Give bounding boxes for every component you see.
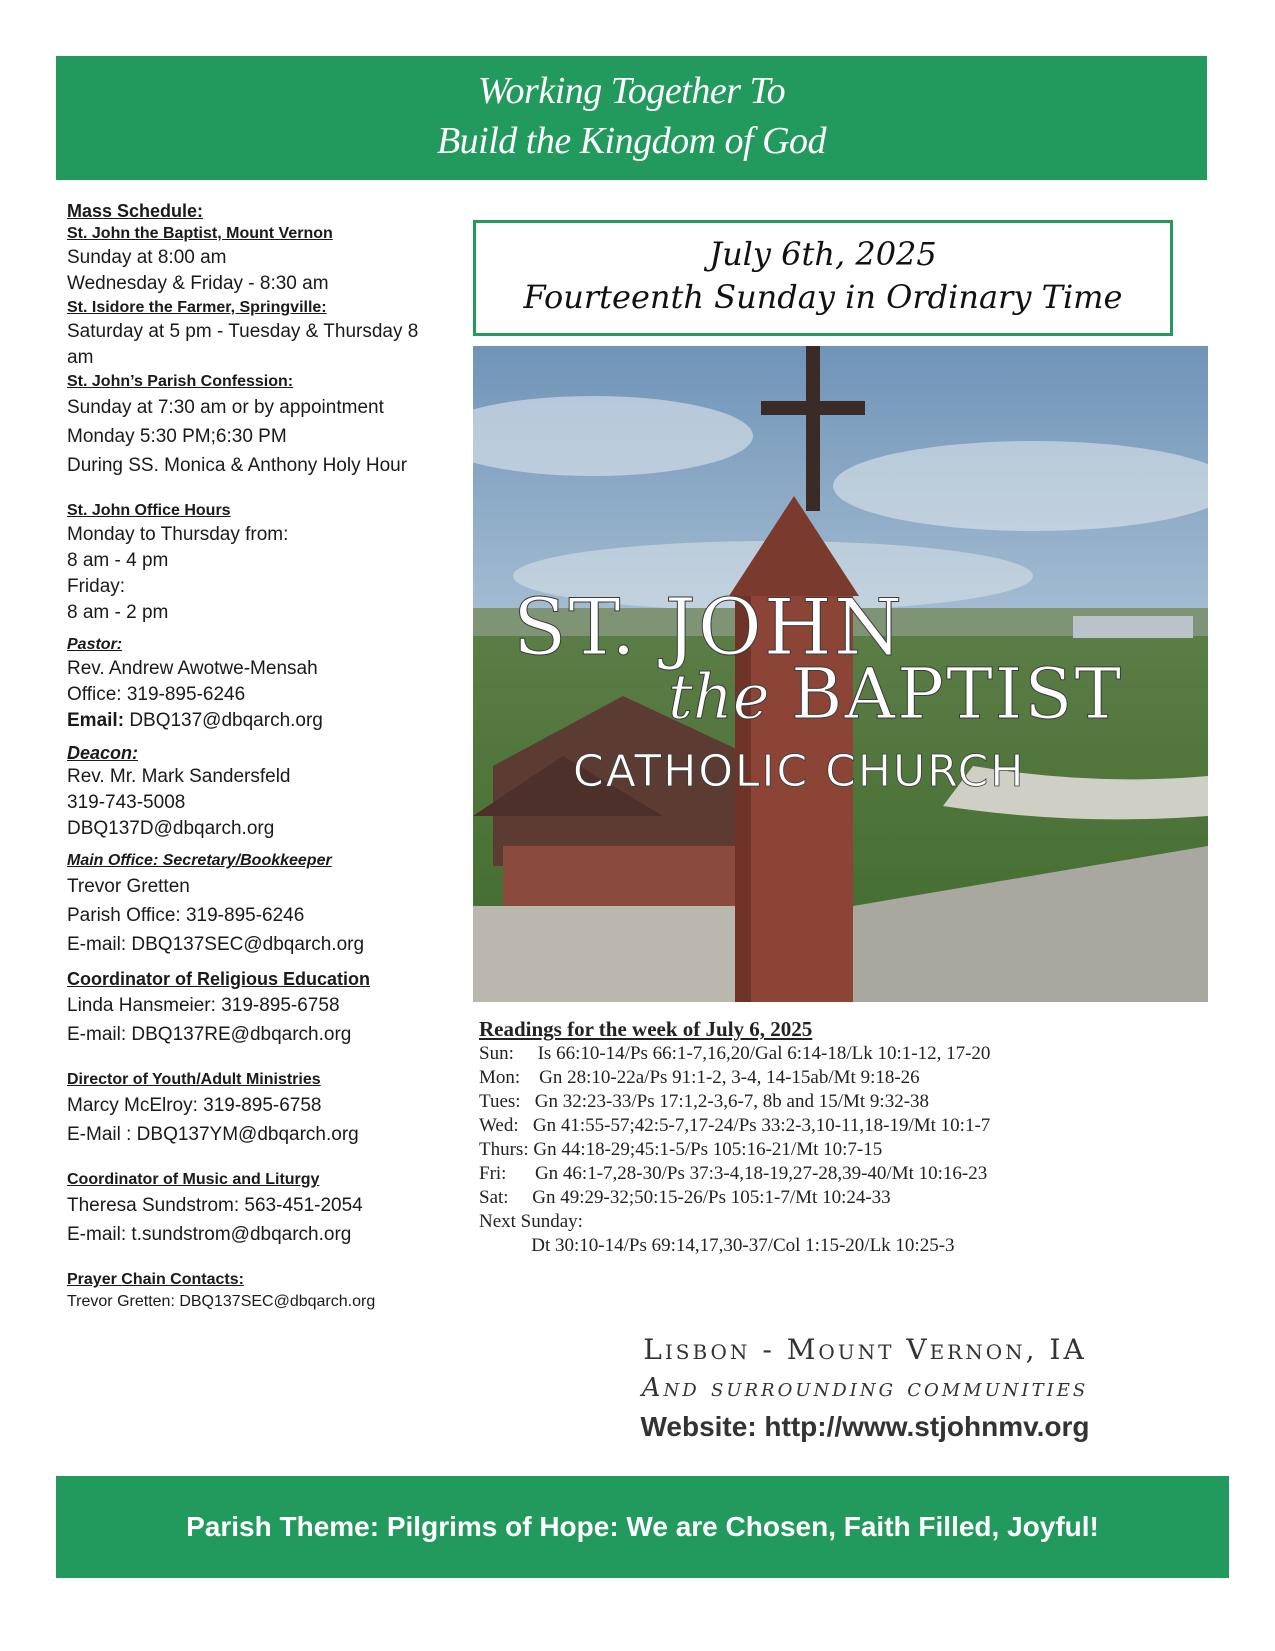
parish-theme: Parish Theme: Pilgrims of Hope: We are Chosen, Faith Filled, Joyful! [186, 1511, 1099, 1542]
music-liturgy-email: E-mail: t.sundstrom@dbqarch.org [67, 1224, 352, 1245]
reading-thurs: Thurs: Gn 44:18-29;45:1-5/Ps 105:16-21/Mt 10:7-15 [479, 1139, 883, 1160]
confession-line-3: During SS. Monica & Anthony Holy Hour [67, 455, 408, 476]
st-john-title: St. John the Baptist, Mount Vernon [67, 225, 333, 242]
reading-sat: Sat: Gn 49:29-32;50:15-26/Ps 105:1-7/Mt 10:24-33 [479, 1187, 891, 1208]
pastor-office: Office: 319-895-6246 [67, 684, 246, 705]
main-office-email: E-mail: DBQ137SEC@dbqarch.org [67, 934, 365, 955]
st-isidore-title: St. Isidore the Farmer, Springville: [67, 299, 327, 316]
reading-fri: Fri: Gn 46:1-7,28-30/Ps 37:3-4,18-19,27-28,39-40/Mt 10:16-23 [479, 1163, 988, 1184]
prayer-chain-title: Prayer Chain Contacts: [67, 1271, 244, 1288]
confession-line-2: Monday 5:30 PM;6:30 PM [67, 426, 287, 447]
st-isidore-line-1: Saturday at 5 pm - Tuesday & Thursday 8 am [67, 321, 419, 368]
main-office-name: Trevor Gretten [67, 876, 190, 897]
confession-title: St. John’s Parish Confession: [67, 373, 294, 390]
office-hours-line-1: Monday to Thursday from: [67, 524, 289, 545]
religious-education-email: E-mail: DBQ137RE@dbqarch.org [67, 1024, 352, 1045]
church-name-the: the [668, 660, 770, 733]
office-hours-line-3: Friday: [67, 576, 126, 597]
church-photo [473, 346, 1208, 1002]
header-line-1: Working Together To [477, 70, 786, 112]
location-line-1: Lisbon - Mount Vernon, IA [643, 1333, 1087, 1366]
reading-sun: Sun: Is 66:10-14/Ps 66:1-7,16,20/Gal 6:14-18/Lk 10:1-12, 17-20 [479, 1043, 991, 1064]
mass-schedule-title: Mass Schedule: [67, 201, 204, 221]
pastor-title: Pastor: [67, 636, 123, 653]
main-office-phone: Parish Office: 319-895-6246 [67, 905, 305, 926]
prayer-chain-line: Trevor Gretten: DBQ137SEC@dbqarch.org [67, 1293, 376, 1310]
church-name-baptist: BAPTIST [791, 653, 1124, 735]
reading-tues: Tues: Gn 32:23-33/Ps 17:1,2-3,6-7, 8b and 15/Mt 9:32-38 [479, 1091, 930, 1112]
pastor-name: Rev. Andrew Awotwe-Mensah [67, 658, 318, 679]
website-link[interactable]: Website: http://www.stjohnmv.org [640, 1411, 1090, 1442]
confession-line-1: Sunday at 7:30 am or by appointment [67, 397, 384, 418]
office-hours-line-2: 8 am - 4 pm [67, 550, 169, 571]
liturgical-occasion: Fourteenth Sunday in Ordinary Time [523, 278, 1123, 316]
weekly-readings [479, 1016, 1199, 1258]
religious-education-title: Coordinator of Religious Education [67, 969, 370, 989]
religious-education-name: Linda Hansmeier: 319-895-6758 [67, 995, 340, 1016]
st-john-line-1: Sunday at 8:00 am [67, 247, 227, 268]
music-liturgy-title: Coordinator of Music and Liturgy [67, 1171, 320, 1188]
readings-title: Readings for the week of July 6, 2025 [479, 1017, 813, 1041]
music-liturgy-name: Theresa Sundstrom: 563-451-2054 [67, 1195, 363, 1216]
deacon-phone: 319-743-5008 [67, 792, 186, 813]
pastor-email: DBQ137@dbqarch.org [129, 710, 323, 731]
date-box [473, 220, 1173, 336]
st-john-line-2: Wednesday & Friday - 8:30 am [67, 273, 329, 294]
pastor-email-label: Email: [67, 710, 125, 731]
cross-vertical [806, 346, 820, 511]
office-hours-line-4: 8 am - 2 pm [67, 602, 169, 623]
header-line-2: Build the Kingdom of God [436, 120, 827, 162]
youth-ministry-name: Marcy McElroy: 319-895-6758 [67, 1095, 322, 1116]
reading-mon: Mon: Gn 28:10-22a/Ps 91:1-2, 3-4, 14-15ab/Mt 9:18-26 [479, 1067, 920, 1088]
deacon-title: Deacon: [67, 743, 139, 763]
header-banner [56, 56, 1207, 180]
office-hours-title: St. John Office Hours [67, 502, 231, 519]
bulletin-date: July 6th, 2025 [709, 235, 937, 273]
contact-sidebar [67, 199, 447, 1313]
church-wall [503, 846, 763, 906]
main-office-title: Main Office: Secretary/Bookkeeper [67, 852, 332, 869]
parish-theme-banner [56, 1476, 1229, 1578]
deacon-name: Rev. Mr. Mark Sandersfeld [67, 766, 291, 787]
deacon-email: DBQ137D@dbqarch.org [67, 818, 275, 839]
pastor-email-row [67, 708, 447, 734]
reading-next-sunday: Dt 30:10-14/Ps 69:14,17,30-37/Col 1:15-20/Lk 10:25-3 [479, 1235, 955, 1256]
church-name-line-3: CATHOLIC CHURCH [573, 746, 1026, 797]
church-name-line-1: ST. JOHN [513, 583, 905, 673]
cross-horizontal [761, 401, 865, 415]
youth-ministry-title: Director of Youth/Adult Ministries [67, 1071, 321, 1088]
reading-next-sunday-label: Next Sunday: [479, 1211, 583, 1232]
youth-ministry-email: E-Mail : DBQ137YM@dbqarch.org [67, 1124, 359, 1145]
location-block [560, 1330, 1170, 1448]
reading-wed: Wed: Gn 41:55-57;42:5-7,17-24/Ps 33:2-3,10-11,18-19/Mt 10:1-7 [479, 1115, 991, 1136]
location-line-2: And surrounding communities [641, 1373, 1089, 1403]
